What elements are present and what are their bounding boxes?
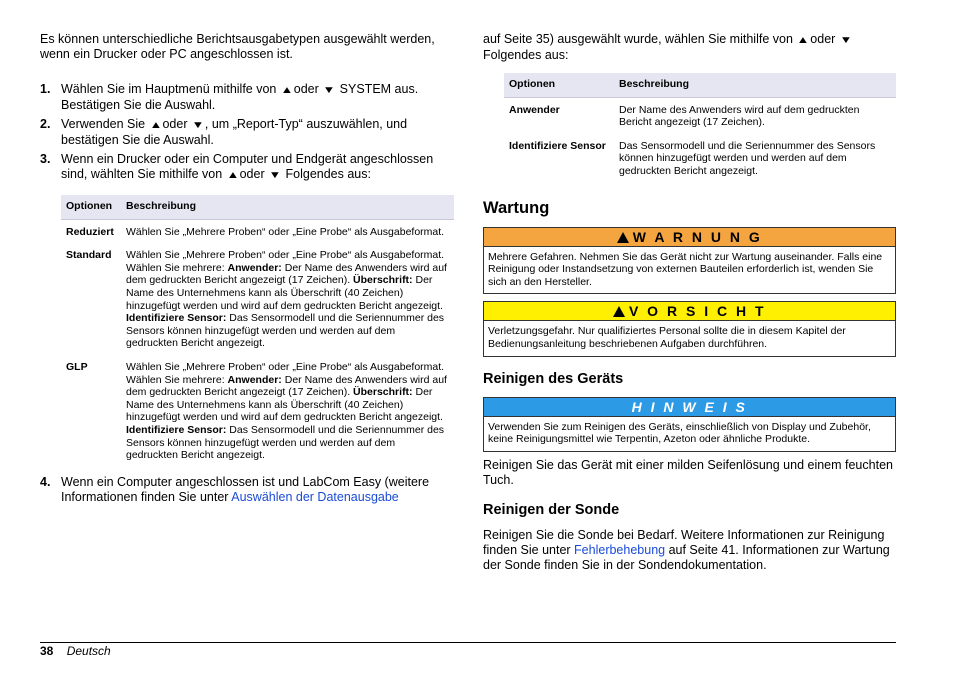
table-header-options: Optionen <box>504 73 614 97</box>
step-text: SYSTEM aus. Bestätigen Sie die Auswahl. <box>61 82 419 112</box>
option-key: Identifiziere Sensor <box>509 139 606 152</box>
option-description: Der Name des Anwenders wird auf dem gedruckten Bericht angezeigt (17 Zeichen). <box>619 103 860 129</box>
up-arrow-icon: ▲ <box>149 120 162 131</box>
sonde-text-part: auf Seite 41. Informationen zur Wartung der Sonde finden Sie in der Sondendokumentation. <box>483 542 890 572</box>
heading-reinigen-sonde: Reinigen der Sonde <box>483 501 620 518</box>
step-text: oder <box>293 82 319 96</box>
page-footer <box>40 644 111 658</box>
link-auswaehlen-datenausgabe[interactable]: Auswählen der Datenausgabe <box>231 489 399 504</box>
option-description: Das Sensormodell und die Seriennummer des Sensors können hinzugefügt werden und werden auf dem gedruckten Bericht angezeigt. <box>619 139 876 177</box>
heading-wartung: Wartung <box>483 198 550 217</box>
option-key: Reduziert <box>66 225 114 238</box>
table-row <box>504 134 896 183</box>
description-text: Das Sensormodell und die Seriennummer des Sensors können hinzugefügt werden und werden auf dem gedruckten Bericht angezeigt. <box>126 312 445 350</box>
down-arrow-icon: ▼ <box>268 170 282 181</box>
step-text: oder <box>162 117 188 131</box>
step-2 <box>40 117 454 148</box>
clean-text: Reinigen Sie das Gerät mit einer milden Seifenlösung und einem feuchten Tuch. <box>483 457 893 487</box>
caution-text: Verletzungsgefahr. Nur qualifiziertes Personal sollte die in diesem Kapitel der Bedienungsanleitung beschriebenen Aufgaben durchführen. <box>488 325 846 350</box>
continued-text-part: Folgendes aus: <box>483 48 569 62</box>
continued-text <box>483 32 896 63</box>
step-number: 2. <box>40 117 51 131</box>
table-row <box>61 243 454 355</box>
option-key: GLP <box>66 360 88 373</box>
bold-term: Überschrift: <box>353 386 413 399</box>
table-header-description: Beschreibung <box>614 73 896 97</box>
table-header-options: Optionen <box>61 195 121 219</box>
steps-list <box>40 82 454 505</box>
caution-box <box>483 301 896 356</box>
footer-divider <box>40 642 896 643</box>
step-number: 4. <box>40 474 51 489</box>
option-key: Standard <box>66 249 112 262</box>
table-row <box>61 219 454 243</box>
footer-language: Deutsch <box>66 644 111 658</box>
step-number: 1. <box>40 82 51 96</box>
table-row <box>61 355 454 467</box>
description-text: Der Name des Unternehmens kann als Überschrift (40 Zeichen) hinzugefügt werden und wird auf dem gedruckten Bericht angezeigt. <box>126 386 443 424</box>
down-arrow-icon: ▼ <box>839 35 853 46</box>
up-arrow-icon: ▲ <box>796 35 810 46</box>
step-text: Verwenden Sie <box>61 117 146 131</box>
warning-title: W A R N U N G <box>632 228 763 245</box>
description-text: Der Name des Anwenders wird auf dem gedruckten Bericht angezeigt (17 Zeichen). <box>126 373 447 399</box>
option-description <box>121 219 454 243</box>
description-text: Der Name des Unternehmens kann als Überschrift (40 Zeichen) hinzugefügt werden und wird auf dem gedruckten Bericht angezeigt. <box>126 274 443 312</box>
description-text: Wählen Sie „Mehrere Proben“ oder „Eine Probe“ als Ausgabeformat. Wählen Sie mehrere: <box>126 360 445 386</box>
option-description <box>121 243 454 355</box>
description-text: Der Name des Anwenders wird auf dem gedruckten Bericht angezeigt (17 Zeichen). <box>126 261 447 287</box>
warning-triangle-icon <box>617 232 629 243</box>
heading-reinigen-geraet: Reinigen des Geräts <box>483 370 624 387</box>
sonde-text-part: Reinigen Sie die Sonde bei Bedarf. Weitere Informationen zur Reinigung finden Sie unter <box>483 527 885 557</box>
page-number: 38 <box>40 644 54 658</box>
step-text: Wählen Sie im Hauptmenü mithilfe von <box>61 82 277 96</box>
up-arrow-icon: ▲ <box>226 170 240 181</box>
link-fehlerbehebung[interactable]: Fehlerbehebung <box>574 542 666 557</box>
notice-box <box>483 397 896 452</box>
bold-term: Identifiziere Sensor: <box>126 423 227 436</box>
left-column <box>40 32 454 509</box>
down-arrow-icon: ▼ <box>322 85 336 96</box>
step-4 <box>40 475 454 505</box>
step-number: 3. <box>40 152 51 166</box>
description-text: Wählen Sie „Mehrere Proben“ oder „Eine Probe“ als Ausgabeformat. <box>126 225 445 238</box>
bold-term: Überschrift: <box>353 274 413 287</box>
down-arrow-icon: ▼ <box>191 120 205 131</box>
table-header-description: Beschreibung <box>121 195 454 219</box>
warning-triangle-icon <box>613 306 625 317</box>
step-1 <box>40 82 454 113</box>
step-text: Wenn ein Computer angeschlossen ist und LabCom Easy (weitere Informationen finden Sie unter <box>61 474 430 504</box>
continued-text-part: auf Seite 35) ausgewählt wurde, wählen Sie mithilfe von <box>483 32 793 46</box>
bold-term: Identifiziere Sensor: <box>126 312 227 325</box>
continued-text-part: oder <box>810 32 836 46</box>
table-row <box>504 97 896 134</box>
description-text: Das Sensormodell und die Seriennummer des Sensors können hinzugefügt werden und werden auf dem gedruckten Bericht angezeigt. <box>126 423 445 462</box>
option-description <box>121 355 454 467</box>
warning-box <box>483 227 896 295</box>
intro-text: Es können unterschiedliche Berichtsausgabetypen ausgewählt werden, wenn ein Drucker oder PC angeschlossen ist. <box>40 32 435 61</box>
step-3 <box>40 152 454 183</box>
bold-term: Anwender: <box>227 261 282 274</box>
sonde-text <box>483 528 896 573</box>
option-key: Anwender <box>509 103 560 116</box>
bold-term: Anwender: <box>227 373 282 386</box>
description-text: Wählen Sie „Mehrere Proben“ oder „Eine Probe“ als Ausgabeformat. Wählen Sie mehrere: <box>126 249 445 274</box>
right-column <box>483 32 896 573</box>
report-type-table <box>61 195 454 467</box>
notice-title: H I N W E I S <box>631 398 748 415</box>
warning-header <box>484 228 895 247</box>
step-text: Wenn ein Drucker oder ein Computer und Endgerät angeschlossen sind, wählten Sie mithilfe von <box>61 152 434 181</box>
warning-text: Mehrere Gefahren. Nehmen Sie das Gerät nicht zur Wartung auseinander. Falls eine Reinigung oder Instandsetzung von externen Bauteilen erforderlich ist, wenden Sie sich an den Hersteller. <box>488 250 883 288</box>
step-text: oder <box>239 167 265 181</box>
step-text: Folgendes aus: <box>285 167 371 181</box>
caution-title: V O R S I C H T <box>628 303 767 320</box>
up-arrow-icon: ▲ <box>280 85 294 96</box>
caution-header <box>484 302 895 321</box>
glp-options-table <box>504 73 896 183</box>
notice-text: Verwenden Sie zum Reinigen des Geräts, einschließlich von Display und Zubehör, keine Reinigungsmittel wie Terpentin, Azeton oder ähnliche Produkte. <box>488 420 871 446</box>
step-text: , um „Report-Typ“ auszuwählen, und bestätigen Sie die Auswahl. <box>61 117 408 147</box>
notice-header <box>484 398 895 417</box>
